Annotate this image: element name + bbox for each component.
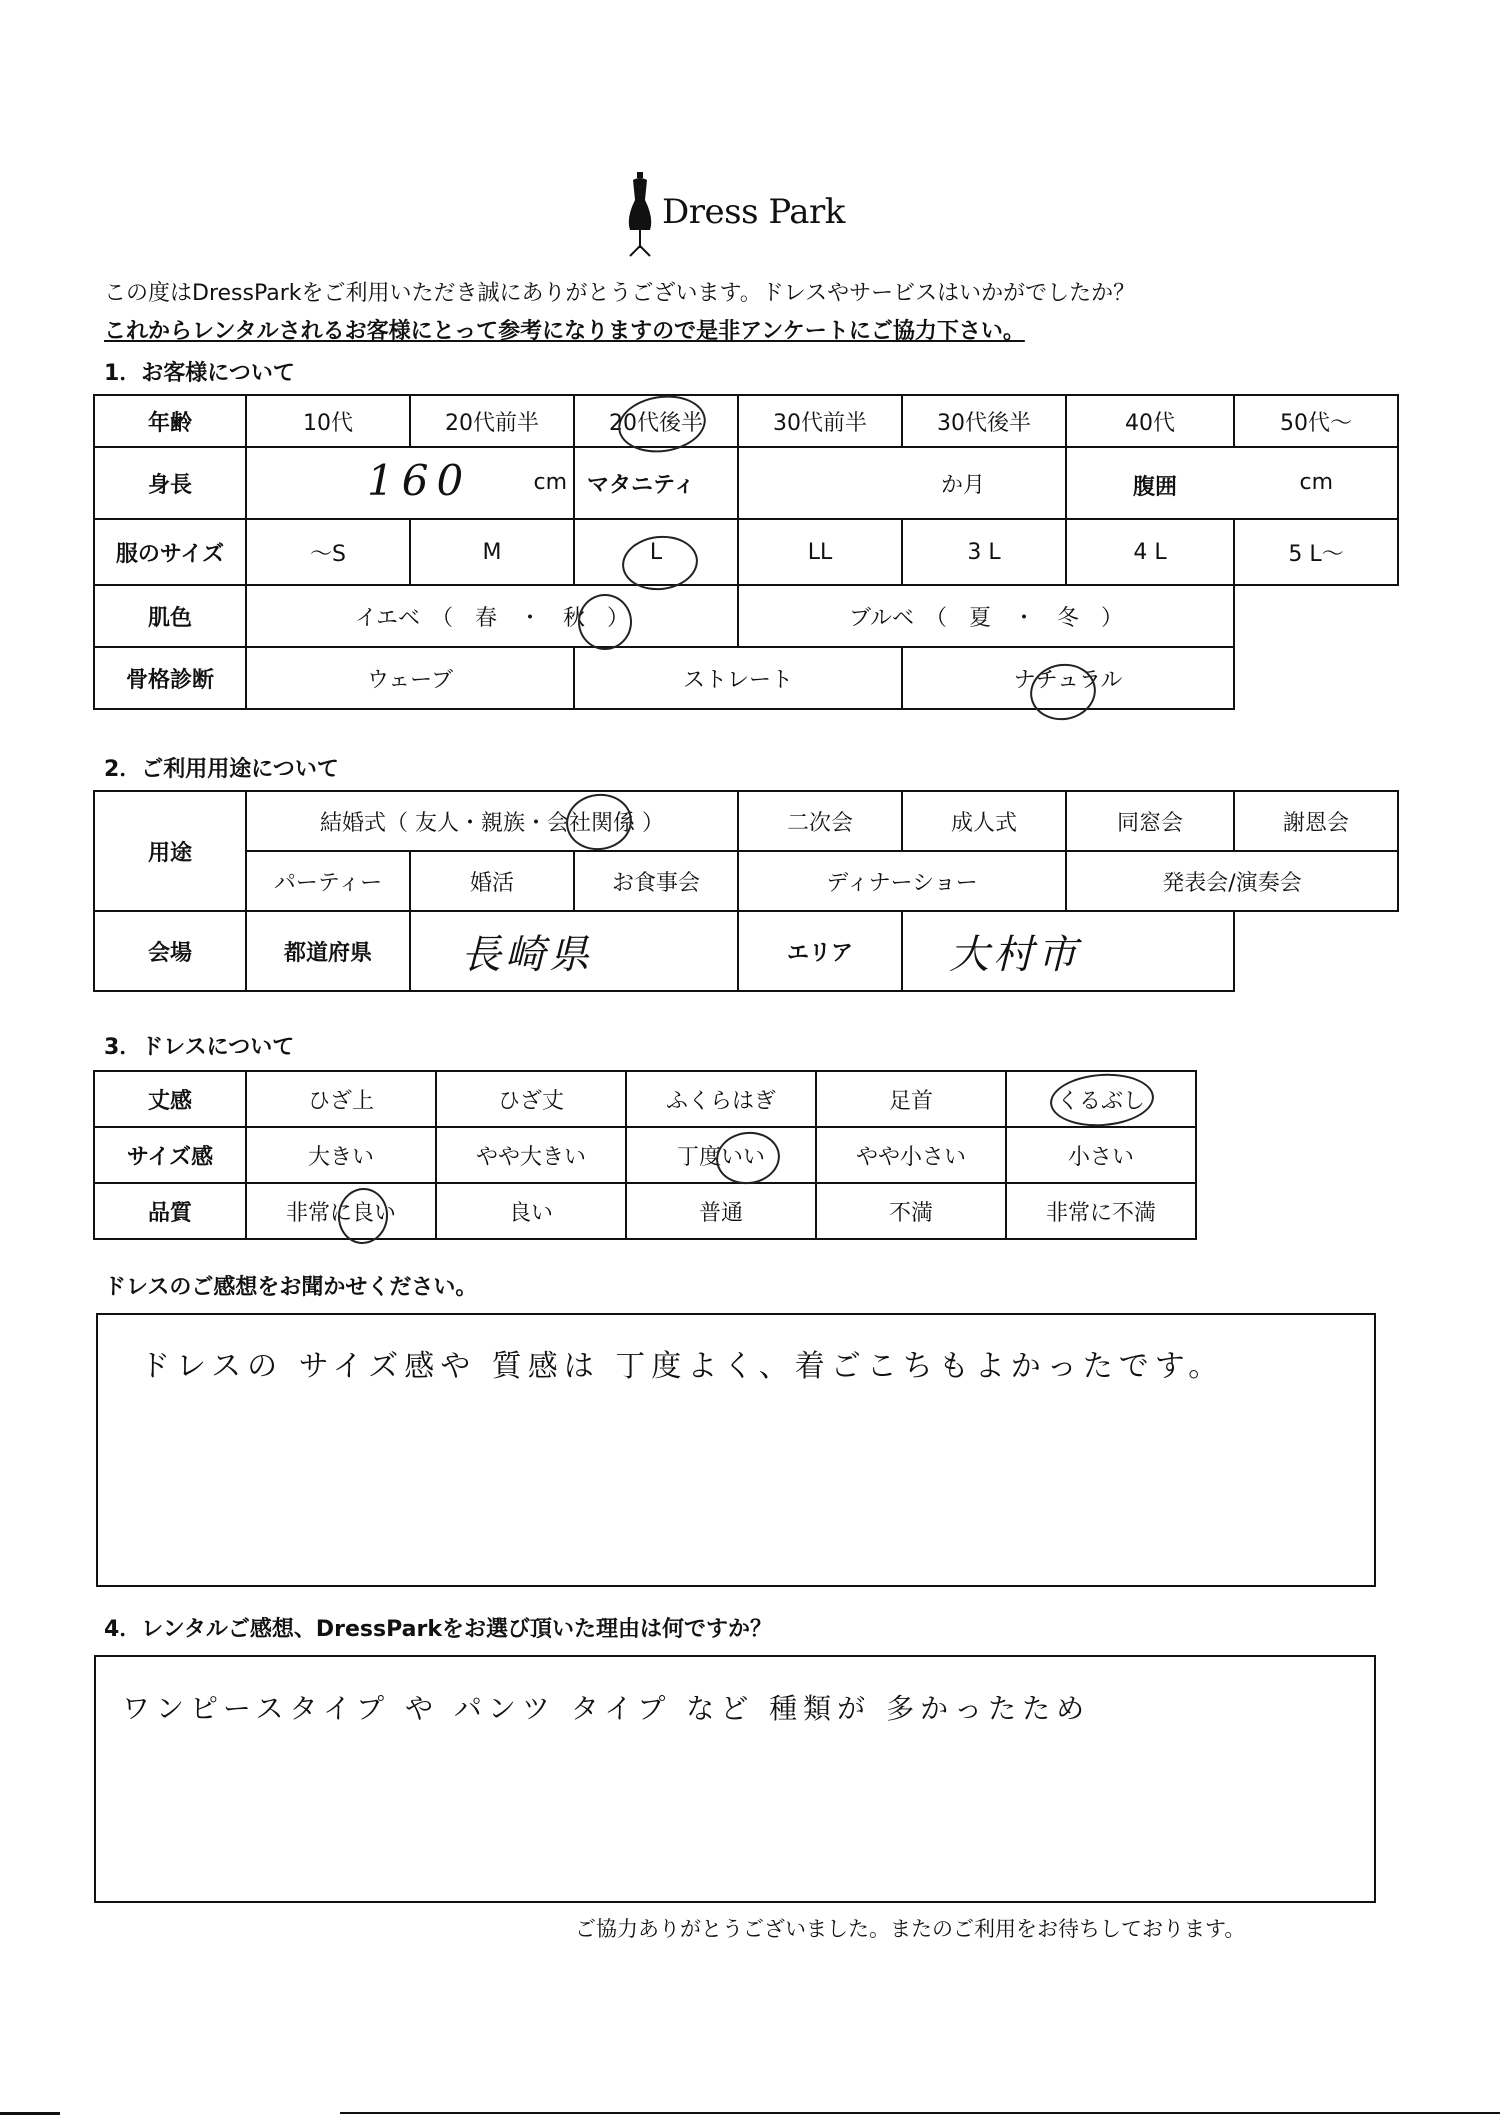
height-field[interactable] xyxy=(246,447,574,519)
quality-option-selected[interactable]: 非常に良い xyxy=(246,1183,436,1239)
length-option[interactable]: ひざ丈 xyxy=(436,1071,626,1127)
reason-answer-box[interactable] xyxy=(94,1655,1376,1903)
usage-option[interactable]: パーティー xyxy=(246,851,410,911)
height-row xyxy=(94,447,1398,519)
size-option[interactable]: LL xyxy=(738,519,902,585)
section-2-title: 2．ご利用用途について xyxy=(104,757,339,782)
quality-option[interactable]: 普通 xyxy=(626,1183,816,1239)
intro-line-2: これからレンタルされるお客様にとって参考になりますので是非アンケートにご協力下さい。 xyxy=(104,319,1025,344)
usage-option[interactable]: 謝恩会 xyxy=(1234,791,1398,851)
skeleton-option[interactable]: ストレート xyxy=(574,647,902,709)
usage-table xyxy=(93,790,1399,992)
venue-label: 会場 xyxy=(94,911,246,991)
age-option[interactable]: 10代 xyxy=(246,395,410,447)
length-option[interactable]: 足首 xyxy=(816,1071,1006,1127)
size-option[interactable]: 5 L～ xyxy=(1234,519,1398,585)
area-label: エリア xyxy=(738,911,902,991)
dress-form-icon xyxy=(620,170,660,260)
prefecture-field[interactable]: 長崎県 xyxy=(410,911,738,991)
age-option[interactable]: 20代前半 xyxy=(410,395,574,447)
fit-option[interactable]: 小さい xyxy=(1006,1127,1196,1183)
usage-option[interactable]: 発表会/演奏会 xyxy=(1066,851,1398,911)
prefecture-label: 都道府県 xyxy=(246,911,410,991)
dress-comment-box[interactable] xyxy=(96,1313,1376,1587)
customer-table xyxy=(93,394,1399,710)
fit-option-selected[interactable]: 丁度いい xyxy=(626,1127,816,1183)
age-option[interactable]: 30代後半 xyxy=(902,395,1066,447)
dress-table xyxy=(93,1070,1197,1240)
skin-selection-mark xyxy=(578,594,632,650)
blue-base-option[interactable]: ブルベ （ 夏 ・ 冬 ） xyxy=(738,585,1234,647)
maternity-label: マタニティ xyxy=(574,447,738,519)
area-field[interactable]: 大村市 xyxy=(902,911,1234,991)
skeleton-option[interactable]: ウェーブ xyxy=(246,647,574,709)
footer-thanks: ご協力ありがとうございました。またのご利用をお待ちしております。 xyxy=(575,1917,1246,1941)
size-option-selected[interactable]: L xyxy=(574,519,738,585)
brand-name: Dress Park xyxy=(662,192,845,232)
usage-option[interactable]: 同窓会 xyxy=(1066,791,1234,851)
quality-label: 品質 xyxy=(94,1183,246,1239)
fit-option[interactable]: やや大きい xyxy=(436,1127,626,1183)
skin-label: 肌色 xyxy=(94,585,246,647)
usage-option[interactable]: 成人式 xyxy=(902,791,1066,851)
brand-logo xyxy=(620,170,900,260)
quality-option[interactable]: 不満 xyxy=(816,1183,1006,1239)
quality-option[interactable]: 非常に不満 xyxy=(1006,1183,1196,1239)
height-unit: cm xyxy=(533,470,567,495)
age-option-selected[interactable]: 20代後半 xyxy=(574,395,738,447)
size-option[interactable]: 4 L xyxy=(1066,519,1234,585)
height-value: 160 xyxy=(367,456,472,505)
dress-comment-prompt: ドレスのご感想をお聞かせください。 xyxy=(104,1275,478,1300)
yellow-base-option[interactable]: イエベ （ 春 ・ 秋 ） xyxy=(246,585,738,647)
size-option[interactable]: ～S xyxy=(246,519,410,585)
age-option[interactable]: 50代～ xyxy=(1234,395,1398,447)
age-label: 年齢 xyxy=(94,395,246,447)
age-option[interactable]: 30代前半 xyxy=(738,395,902,447)
dress-comment-text: ドレスの サイズ感や 質感は 丁度よく、着ごこちもよかったです。 xyxy=(140,1349,1225,1384)
waist-label: 腹囲 xyxy=(1133,475,1178,500)
skeleton-label: 骨格診断 xyxy=(94,647,246,709)
intro-line-1: この度はDressParkをご利用いただき誠にありがとうございます。ドレスやサービスはいかがでしたか？ xyxy=(104,281,1136,306)
waist-unit: cm xyxy=(1299,470,1333,495)
usage-option-wedding[interactable]: 結婚式（ 友人・親族・会社関係 ） xyxy=(246,791,738,851)
bottom-rule xyxy=(340,2112,1500,2114)
usage-option[interactable]: ディナーショー xyxy=(738,851,1066,911)
usage-label: 用途 xyxy=(94,791,246,911)
usage-option[interactable]: 婚活 xyxy=(410,851,574,911)
age-row xyxy=(94,395,1398,447)
length-option[interactable]: ひざ上 xyxy=(246,1071,436,1127)
quality-option[interactable]: 良い xyxy=(436,1183,626,1239)
skeleton-row xyxy=(94,647,1398,709)
usage-option[interactable]: 二次会 xyxy=(738,791,902,851)
size-label: 服のサイズ xyxy=(94,519,246,585)
waist-field[interactable] xyxy=(1066,447,1398,519)
length-option[interactable]: ふくらはぎ xyxy=(626,1071,816,1127)
usage-option[interactable]: お食事会 xyxy=(574,851,738,911)
fit-option[interactable]: 大きい xyxy=(246,1127,436,1183)
section-3-title: 3．ドレスについて xyxy=(104,1035,295,1060)
size-option[interactable]: M xyxy=(410,519,574,585)
size-row xyxy=(94,519,1398,585)
fit-option[interactable]: やや小さい xyxy=(816,1127,1006,1183)
reason-answer-text: ワンピースタイプ や パンツ タイプ など 種類が 多かったため xyxy=(122,1692,1091,1725)
age-option[interactable]: 40代 xyxy=(1066,395,1234,447)
fit-label: サイズ感 xyxy=(94,1127,246,1183)
length-option-selected[interactable]: くるぶし xyxy=(1006,1071,1196,1127)
section-4-title: 4．レンタルご感想、DressParkをお選び頂いた理由は何ですか？ xyxy=(104,1617,772,1642)
length-label: 丈感 xyxy=(94,1071,246,1127)
section-1-title: 1．お客様について xyxy=(104,361,295,386)
scan-edge-mark xyxy=(0,2112,60,2115)
months-unit: か月 xyxy=(940,472,985,498)
height-label: 身長 xyxy=(94,447,246,519)
skeleton-option-selected[interactable]: ナチュラル xyxy=(902,647,1234,709)
size-option[interactable]: 3 L xyxy=(902,519,1066,585)
skin-row xyxy=(94,585,1398,647)
maternity-months-field[interactable] xyxy=(738,447,1066,519)
